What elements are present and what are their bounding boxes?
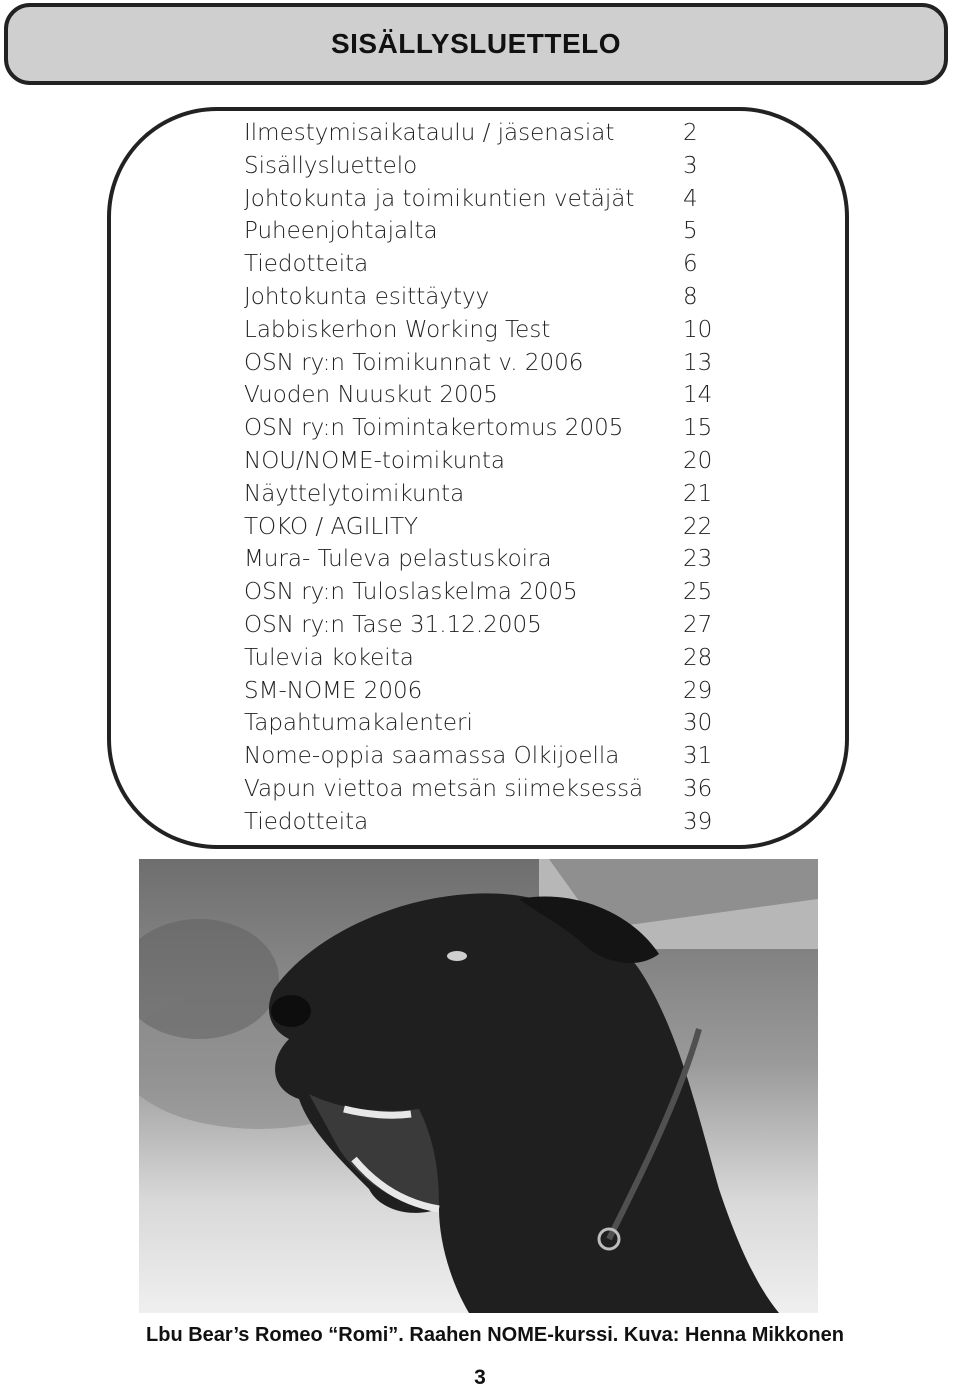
toc-entry-page: 27 (683, 611, 713, 638)
toc-entry-page: 3 (683, 152, 698, 179)
table-of-contents (244, 117, 744, 839)
toc-entry (244, 215, 744, 248)
toc-entry-page: 13 (683, 349, 713, 376)
toc-entry-page: 4 (683, 185, 698, 212)
toc-entry-title: Tiedotteita (244, 808, 369, 835)
toc-entry-page: 15 (683, 415, 713, 442)
toc-entry-title: SM-NOME 2006 (244, 677, 423, 704)
toc-entry-page: 25 (683, 579, 713, 606)
toc-entry-title: Vuoden Nuuskut 2005 (244, 382, 498, 409)
toc-entry (244, 183, 744, 216)
toc-entry-page: 10 (683, 316, 713, 343)
toc-entry-page: 5 (683, 218, 698, 245)
toc-entry-title: Labbiskerhon Working Test (244, 316, 551, 343)
toc-entry (244, 117, 744, 150)
toc-entry-page: 2 (683, 120, 698, 146)
toc-entry (244, 543, 744, 576)
toc-entry-title: Tulevia kokeita (244, 644, 414, 671)
toc-entry-page: 8 (683, 283, 698, 310)
toc-entry (244, 412, 744, 445)
toc-entry-title: Johtokunta esittäytyy (244, 283, 490, 310)
toc-entry-title: OSN ry:n Toimikunnat v. 2006 (244, 349, 584, 376)
toc-entry (244, 740, 744, 773)
toc-entry (244, 806, 744, 839)
toc-entry-title: Tiedotteita (244, 251, 369, 278)
toc-entry (244, 248, 744, 281)
toc-entry (244, 314, 744, 347)
toc-entry-page: 28 (683, 644, 713, 671)
toc-entry (244, 707, 744, 740)
title-banner (4, 3, 948, 85)
toc-entry-page: 6 (683, 251, 698, 278)
toc-entry-title: Nome-oppia saamassa Olkijoella (244, 743, 620, 770)
toc-entry-page: 14 (683, 382, 713, 409)
toc-entry (244, 609, 744, 642)
toc-entry-page: 30 (683, 710, 713, 737)
toc-entry-title: NOU/NOME-toimikunta (244, 447, 506, 474)
toc-entry (244, 642, 744, 675)
toc-entry-page: 21 (683, 480, 713, 507)
toc-entry (244, 511, 744, 544)
toc-entry (244, 150, 744, 183)
toc-entry-title: Vapun viettoa metsän siimeksessä (244, 775, 644, 802)
toc-entry (244, 347, 744, 380)
photo-caption: Lbu Bear’s Romeo “Romi”. Raahen NOME-kurssi. Kuva: Henna Mikkonen (146, 1324, 844, 1346)
toc-entry-page: 23 (683, 546, 713, 573)
toc-entry-page: 22 (683, 513, 713, 540)
toc-entry-title: OSN ry:n Tase 31.12.2005 (244, 611, 542, 638)
toc-entry (244, 445, 744, 478)
toc-entry-title: Ilmestymisaikataulu / jäsenasiat (244, 120, 615, 146)
toc-entry (244, 478, 744, 511)
toc-entry-title: Mura- Tuleva pelastuskoira (244, 546, 552, 573)
toc-entry (244, 379, 744, 412)
toc-entry-page: 29 (683, 677, 713, 704)
toc-entry-page: 39 (683, 808, 713, 835)
toc-entry (244, 773, 744, 806)
page-number: 3 (474, 1366, 486, 1389)
toc-entry-page: 20 (683, 447, 713, 474)
toc-entry-title: OSN ry:n Toimintakertomus 2005 (244, 415, 624, 442)
toc-entry (244, 576, 744, 609)
toc-entry-title: Tapahtumakalenteri (244, 710, 473, 737)
toc-entry-page: 31 (683, 743, 713, 770)
toc-entry-title: TOKO / AGILITY (244, 513, 419, 540)
dog-photo (139, 859, 818, 1313)
toc-entry-page: 36 (683, 775, 713, 802)
toc-entry (244, 675, 744, 708)
toc-entry-title: Puheenjohtajalta (244, 218, 438, 245)
toc-entry-title: Sisällysluettelo (244, 152, 418, 179)
page-title: SISÄLLYSLUETTELO (330, 28, 622, 59)
toc-entry-title: OSN ry:n Tuloslaskelma 2005 (244, 579, 578, 606)
toc-entry (244, 281, 744, 314)
toc-entry-title: Johtokunta ja toimikuntien vetäjät (244, 185, 635, 212)
toc-entry-title: Näyttelytoimikunta (244, 480, 465, 507)
